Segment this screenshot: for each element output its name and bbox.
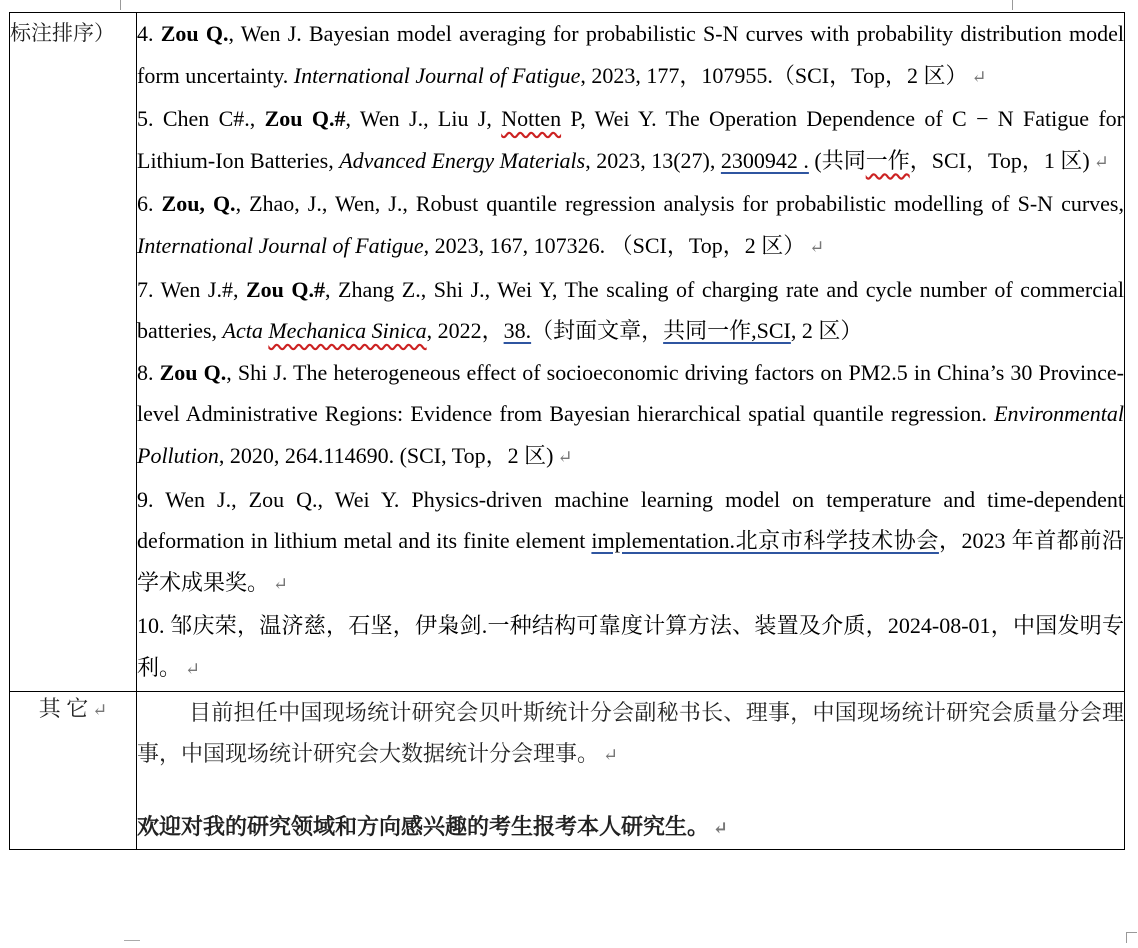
reference-text: Chen C#., [162,106,265,132]
reference-journal: Advanced Energy Materials [339,147,586,173]
publications-content-cell[interactable] [137,13,1125,692]
reference-number: 6. [137,191,162,217]
reference-item [137,352,1124,479]
reference-number: 4. [137,21,161,46]
reference-item [137,183,1124,268]
reference-bold-author: Zou Q. [159,359,227,385]
reference-tail: (共同 [808,147,866,173]
paragraph-mark-icon: ↵ [273,573,289,594]
reference-journal: Environmental Pollution [137,401,1124,468]
publications-label: 标注排序） [10,21,115,45]
spellcheck-word: 一作 [865,147,910,173]
reference-number: 10. [137,613,171,639]
paragraph-mark-icon: ↵ [92,699,108,720]
reference-tail: （封面文章， [531,318,664,344]
paragraph-mark-icon: ↵ [971,66,987,87]
cv-table [9,12,1125,850]
reference-bold-author: Zou Q.# [264,106,346,132]
paragraph-mark-icon: ↵ [603,744,619,765]
publications-row [10,13,1125,692]
paragraph-mark-icon: ↵ [809,236,825,257]
other-label: 其 它 [38,695,89,721]
reference-number: 7. [137,276,161,302]
reference-item [137,13,1124,98]
reference-item [137,98,1124,183]
page-corner-mark [120,0,121,10]
reference-bold-author: Zou, Q. [161,191,236,217]
invitation-paragraph [137,806,1124,849]
spellcheck-word: Notten [501,106,562,132]
reference-text: P, Wei Y. The Operation Dependence of C − N Fatigue for Lithium-Ion Batteries, [137,106,1124,173]
reference-text: , Zhao, J., Wen, J., Robust quantile regression analysis for probabilistic modelling of S-N curves, [235,191,1124,217]
reference-text: , Wen J., Liu J, [345,106,502,132]
reference-tail: , 2023, 167, 107326. （SCI，Top，2 区） [423,232,806,258]
reference-bold-author: Zou Q. [160,21,229,46]
reference-tail: , 2023, 177，107955.（SCI，Top，2 区） [580,62,968,88]
publications-label-cell [10,13,137,692]
paragraph-mark-icon: ↵ [713,817,729,838]
reference-text: , Shi J. The heterogeneous effect of socioeconomic driving factors on PM2.5 in China’s 30 Province-level Administrative Regions: Evidence from Bayesian hierarchical spatial quantile regression. [137,359,1124,427]
other-content-cell[interactable] [137,691,1125,849]
reference-text: Wen J.#, [160,276,246,302]
reference-link[interactable]: 38. [503,318,532,344]
reference-bold-author: Zou Q.# [245,276,326,302]
reference-journal: International Journal of Fatigue [137,232,424,258]
other-paragraph [137,692,1124,776]
paragraph-mark-icon: ↵ [1093,151,1109,172]
reference-tail: , 2 区） [790,318,863,344]
reference-text: Wen J., Zou Q., Wei Y. Physics-driven machine learning model on temperature and time-dependent deformation in lithium metal and its finite element [137,486,1125,554]
paragraph-mark-icon: ↵ [185,658,201,679]
reference-link[interactable]: 共同一作,SCI [663,318,791,344]
paragraph-mark-icon: ↵ [557,446,573,467]
reference-item [137,605,1124,690]
reference-journal: International Journal of Fatigue [293,62,581,88]
other-text: 目前担任中国现场统计研究会贝叶斯统计分会副秘书长、理事，中国现场统计研究会质量分会理事，中国现场统计研究会大数据统计分会理事。 [137,699,1124,766]
other-label-cell [10,691,137,849]
invitation-text: 欢迎对我的研究领域和方向感兴趣的考生报考本人研究生。 [137,813,710,839]
other-row [10,691,1125,849]
reference-text: , 2023, 13(27), [585,147,721,173]
reference-number: 8. [137,359,160,385]
reference-text: , Zhang Z., Shi J., Wei Y, The scaling of charging rate and cycle number of commercial batteries, [137,276,1124,344]
reference-link[interactable]: implementation.北京市科学技术协会 [591,528,939,554]
reference-text: , Wen J. Bayesian model averaging for probabilistic S-N curves with probability distribution model form uncertainty. [137,21,1125,88]
reference-tail: , 2020, 264.114690. (SCI, Top，2 区) [218,442,554,468]
reference-number: 5. [137,106,163,132]
reference-text: , 2022， [426,318,504,344]
reference-journal: Mechanica Sinica [268,318,427,344]
reference-tail: ，2023 年首都前沿学术成果奖。 [137,528,1124,595]
reference-number: 9. [137,486,166,512]
reference-journal: Acta [222,318,269,344]
reference-item [137,269,1124,352]
reference-tail: ，SCI，Top，1 区) [909,147,1090,173]
reference-link[interactable]: 2300942 . [720,147,809,173]
reference-item [137,479,1124,606]
blank-line [137,776,1124,806]
page-corner-mark [1126,932,1137,943]
page-corner-mark [1012,0,1013,10]
reference-text: 邹庆荣，温济慈，石坚，伊枭剑.一种结构可靠度计算方法、装置及介质，2024-08-01，中国发明专利。 [137,613,1125,680]
